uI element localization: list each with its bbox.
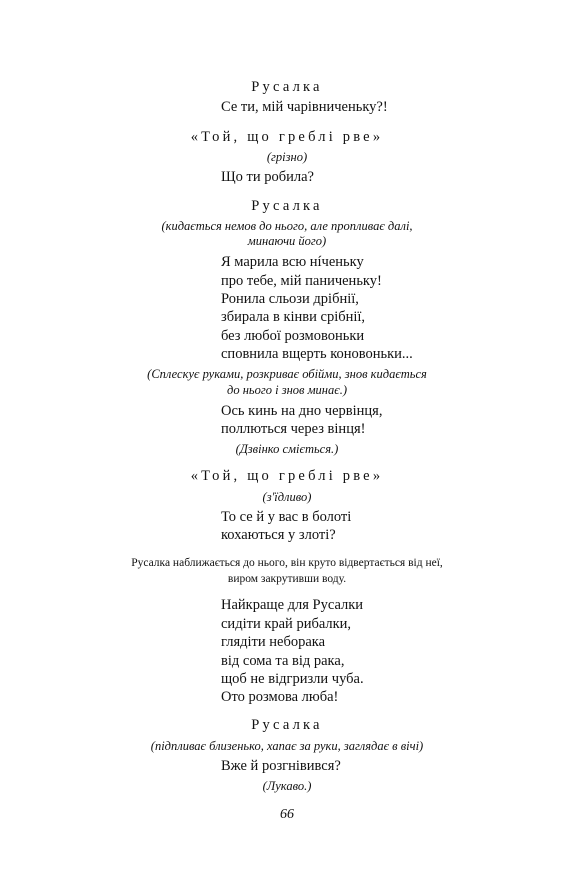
verse-line: збирала в кінви срібнії, — [221, 309, 366, 325]
verse-line: Ронила сльози дрібнії, — [221, 291, 359, 307]
stage-direction: (Дзвінко сміється.) — [235, 442, 339, 456]
verse-line: без любої розмовоньки — [221, 328, 365, 344]
speaker-rusalka: Русалка — [251, 79, 323, 95]
speaker-toi-shcho-hrebli-rve: «Той, що греблі рве» — [190, 129, 384, 145]
verse-line: глядіти неборака — [221, 634, 326, 650]
stage-direction: (грізно) — [266, 150, 308, 164]
verse-line: Що ти робила? — [221, 169, 314, 185]
verse-line: поллються через вінця! — [221, 421, 366, 437]
speaker-toi-shcho-hrebli-rve: «Той, що греблі рве» — [190, 468, 384, 484]
stage-note: Русалка наближається до нього, він круто відвертається від неї, — [131, 557, 443, 569]
stage-direction: (з'їдливо) — [262, 490, 312, 504]
verse-line: від сома та від рака, — [221, 653, 345, 669]
speaker-rusalka: Русалка — [251, 717, 323, 733]
stage-direction: (підпливає близенько, хапає за руки, заглядає в вічі) — [150, 739, 424, 753]
verse-line: То се й у вас в болоті — [221, 509, 352, 525]
stage-note: виром закрутивши воду. — [227, 573, 347, 585]
verse-line: Найкраще для Русалки — [221, 597, 364, 613]
stage-direction: минаючи його) — [247, 234, 327, 248]
verse-line: щоб не відгризли чуба. — [221, 671, 364, 687]
verse-line: сидіти край рибалки, — [221, 616, 352, 632]
stage-direction: до нього і знов минає.) — [227, 383, 347, 397]
page-number: 66 — [280, 807, 294, 822]
verse-line: Вже й розгнівився? — [221, 758, 341, 774]
speaker-rusalka: Русалка — [251, 198, 323, 214]
verse-line: про тебе, мій паниченьку! — [221, 273, 382, 289]
verse-line: Се ти, мій чарівниченьку?! — [221, 99, 388, 115]
verse-line: Ось кинь на дно червінця, — [221, 403, 383, 419]
stage-direction: (Сплескує руками, розкриває обійми, знов кидається — [147, 367, 427, 381]
verse-line: сповнила вщерть коновоньки... — [221, 346, 413, 362]
verse-line: Я марила всю нíченьку — [221, 254, 364, 270]
stage-direction: (Лукаво.) — [262, 779, 312, 793]
verse-line: Ото розмова люба! — [221, 689, 339, 705]
stage-direction: (кидається немов до нього, але пропливає далі, — [161, 219, 413, 233]
verse-line: кохаються у злоті? — [221, 527, 336, 543]
